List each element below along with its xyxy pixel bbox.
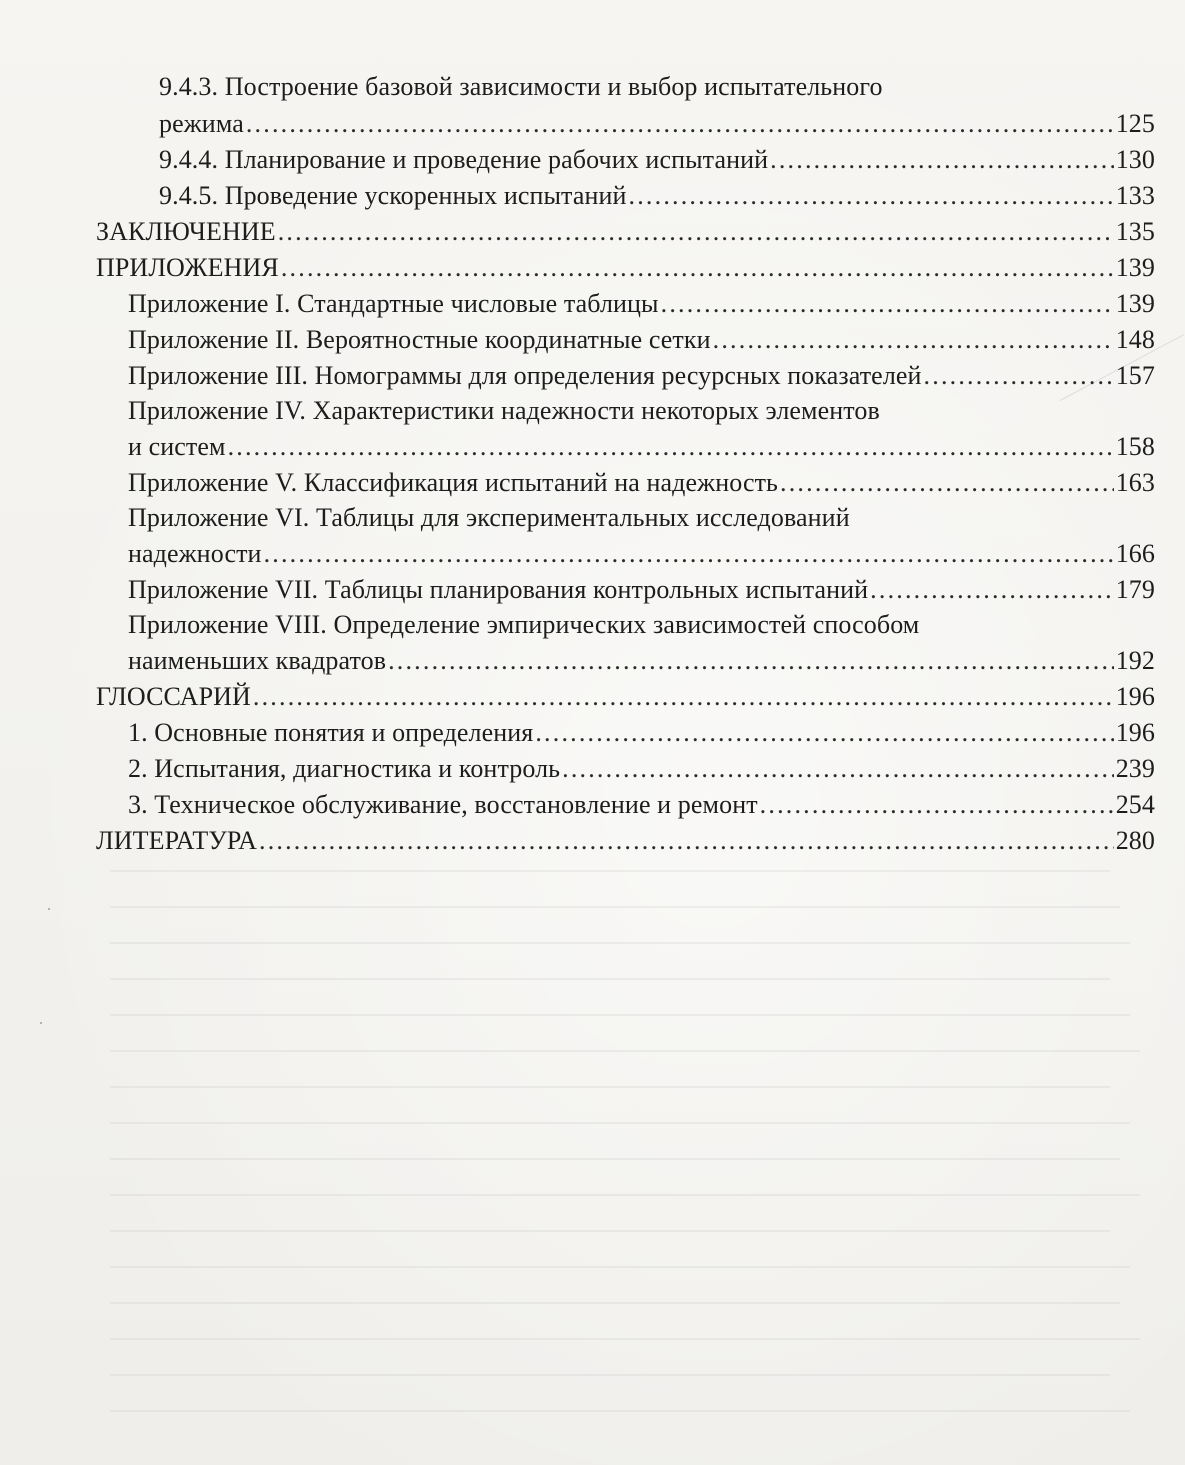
dot-leader: [713, 325, 1114, 355]
toc-entry-appendix-6-line1: [128, 503, 850, 533]
toc-entry-title: 9.4.3. Построение базовой зависимости и выбор испытательного: [159, 72, 883, 101]
toc-entry-title: Приложение I. Стандартные числовые таблицы: [128, 289, 659, 318]
paper-speck: [40, 1022, 42, 1024]
toc-entry-appendix-8-line1: [128, 610, 919, 640]
toc-entry-appendix-4-line1: [128, 396, 880, 426]
toc-entry-glossary-2: [128, 754, 1155, 784]
toc-entry-title: и систем: [128, 432, 226, 461]
toc-entry-glossary-3: [128, 790, 1155, 820]
toc-entry-appendix-3: [128, 361, 1155, 391]
bleed-through-text: [80, 850, 1140, 1450]
toc-entry-title: Приложение VII. Таблицы планирования контрольных испытаний: [128, 575, 869, 604]
dot-leader: [870, 575, 1114, 605]
dot-leader: [661, 289, 1114, 319]
dot-leader: [535, 718, 1113, 748]
toc-entry-page: 196: [1115, 682, 1155, 711]
dot-leader: [924, 361, 1114, 391]
dot-leader: [281, 253, 1114, 283]
dot-leader: [780, 468, 1114, 498]
toc-entry-page: 239: [1115, 754, 1155, 783]
toc-entry-title: ПРИЛОЖЕНИЯ: [96, 253, 279, 282]
toc-entry-9-4-3: [159, 109, 1155, 139]
toc-entry-title: 1. Основные понятия и определения: [128, 718, 534, 747]
toc-entry-title: наименьших квадратов: [128, 646, 387, 675]
toc-entry-page: 148: [1115, 325, 1155, 354]
toc-entry-appendices: [96, 253, 1155, 283]
toc-entry-page: 163: [1115, 468, 1155, 497]
toc-entry-appendix-8: [128, 646, 1155, 676]
toc-entry-9-4-4: [159, 145, 1155, 175]
toc-entry-appendix-2: [128, 325, 1155, 355]
toc-entry-glossary-1: [128, 718, 1155, 748]
toc-entry-page: 157: [1115, 361, 1155, 390]
toc-entry-title: надежности: [128, 539, 262, 568]
dot-leader: [629, 181, 1114, 211]
toc-entry-page: 139: [1115, 289, 1155, 318]
dot-leader: [228, 432, 1114, 462]
toc-entry-literature: [96, 826, 1155, 856]
toc-entry-title: Приложение II. Вероятностные координатные сетки: [128, 325, 711, 354]
dot-leader: [259, 826, 1114, 856]
toc-entry-page: 135: [1115, 217, 1155, 246]
dot-leader: [770, 145, 1114, 175]
toc-entry-appendix-6: [128, 539, 1155, 569]
toc-entry-title: Приложение VIII. Определение эмпирических зависимостей способом: [128, 610, 920, 639]
toc-entry-title: ЗАКЛЮЧЕНИЕ: [96, 217, 276, 246]
toc-entry-glossary: [96, 682, 1155, 712]
dot-leader: [264, 539, 1114, 569]
toc-entry-page: 139: [1115, 253, 1155, 282]
toc-entry-conclusion: [96, 217, 1155, 247]
toc-entry-page: 254: [1115, 790, 1155, 819]
toc-entry-9-4-3-line1: [159, 72, 883, 102]
dot-leader: [253, 682, 1114, 712]
toc-entry-title: Приложение V. Классификация испытаний на надежность: [128, 468, 779, 497]
toc-entry-title: 2. Испытания, диагностика и контроль: [128, 754, 561, 783]
toc-entry-title: Приложение III. Номограммы для определения ресурсных показателей: [128, 361, 922, 390]
toc-entry-appendix-1: [128, 289, 1155, 319]
toc-entry-page: 166: [1115, 539, 1155, 568]
paper-speck: [48, 908, 50, 910]
toc-entry-page: 133: [1115, 181, 1155, 210]
toc-entry-appendix-7: [128, 575, 1155, 605]
dot-leader: [278, 217, 1114, 247]
toc-entry-page: 179: [1115, 575, 1155, 604]
toc-entry-page: 158: [1115, 432, 1155, 461]
toc-entry-title: ЛИТЕРАТУРА: [96, 826, 257, 855]
toc-entry-page: 280: [1115, 826, 1155, 855]
dot-leader: [562, 754, 1114, 784]
toc-entry-title: 3. Техническое обслуживание, восстановление и ремонт: [128, 790, 758, 819]
dot-leader: [760, 790, 1114, 820]
toc-entry-appendix-5: [128, 468, 1155, 498]
toc-entry-page: 192: [1115, 646, 1155, 675]
toc-entry-title: 9.4.4. Планирование и проведение рабочих испытаний: [159, 145, 769, 174]
toc-entry-title: режима: [159, 109, 244, 138]
dot-leader: [246, 109, 1114, 139]
dot-leader: [388, 646, 1114, 676]
toc-entry-title: ГЛОССАРИЙ: [96, 682, 251, 711]
toc-entry-title: Приложение VI. Таблицы для экспериментальных исследований: [128, 503, 850, 532]
toc-entry-title: 9.4.5. Проведение ускоренных испытаний: [159, 181, 627, 210]
toc-entry-appendix-4: [128, 432, 1155, 462]
toc-entry-page: 130: [1115, 145, 1155, 174]
toc-entry-9-4-5: [159, 181, 1155, 211]
toc-entry-page: 196: [1115, 718, 1155, 747]
toc-entry-title: Приложение IV. Характеристики надежности некоторых элементов: [128, 396, 880, 425]
toc-entry-page: 125: [1115, 109, 1155, 138]
